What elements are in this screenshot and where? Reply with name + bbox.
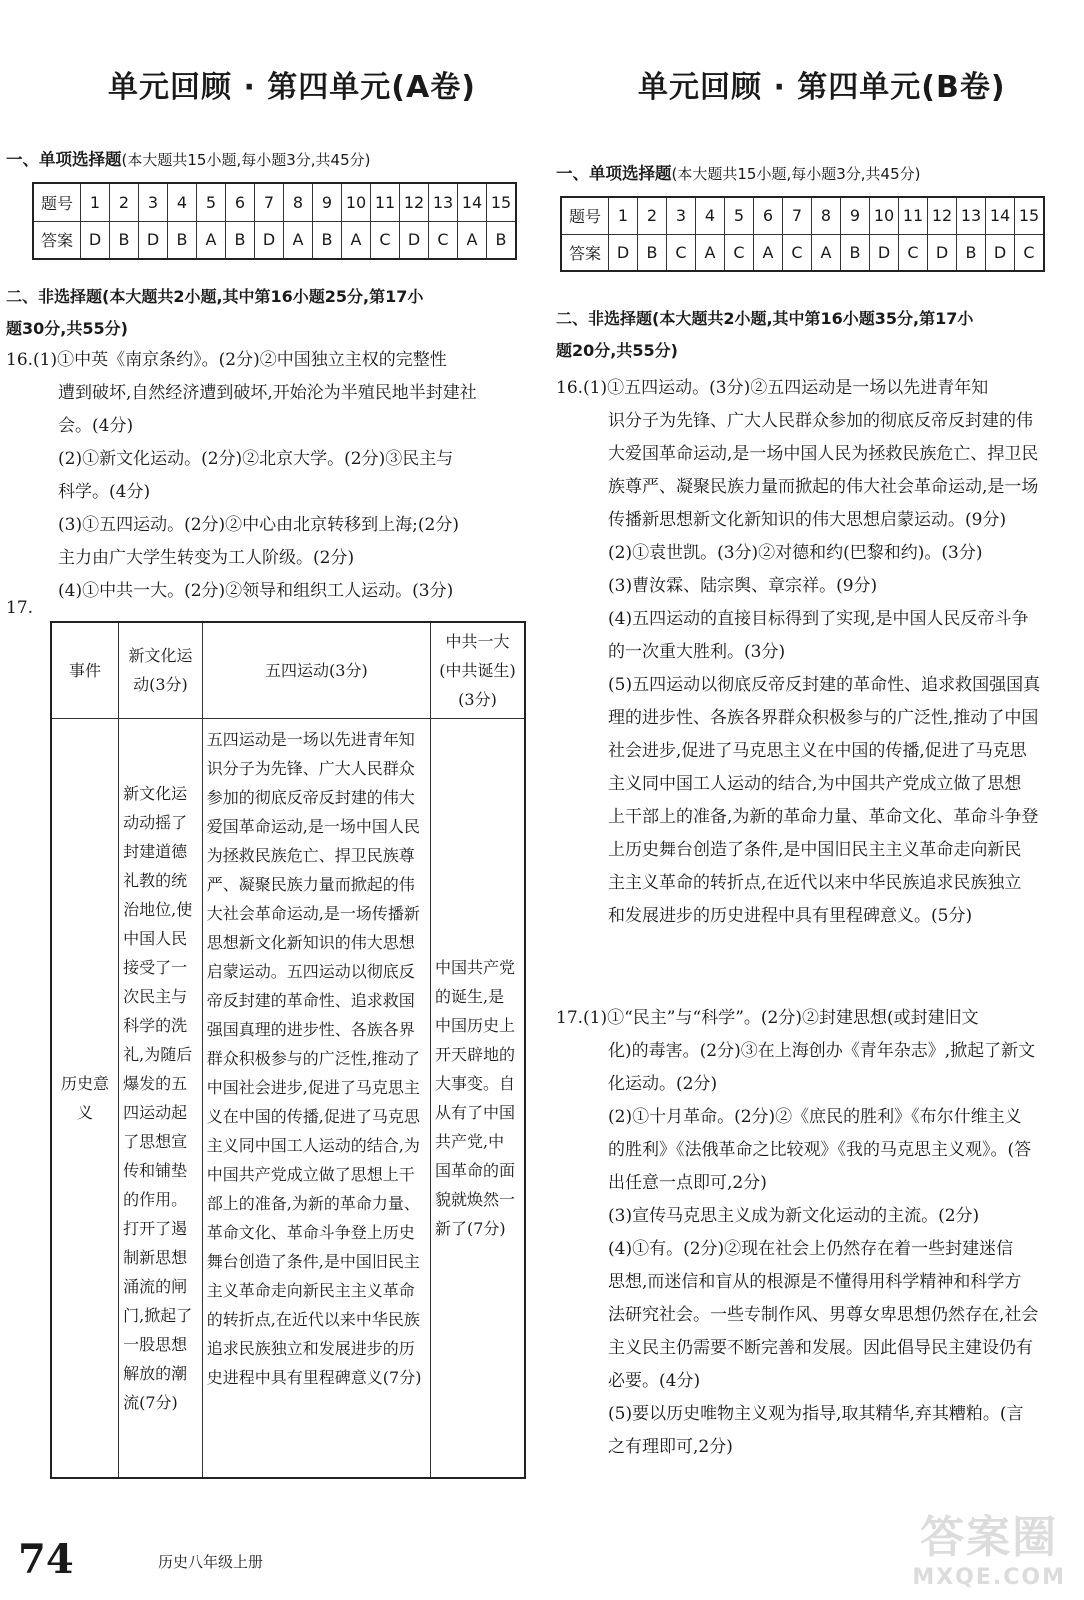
answer-line: 主义同中国工人运动的结合,为中国共产党成立做了思想 bbox=[608, 774, 1022, 794]
answer-cell: C bbox=[667, 234, 696, 271]
q17-cpc-significance: 中国共产党的诞生,是中国历史上开天辟地的大事变。自从有了中国共产党,中国革命的面貌就焕然一新了(7分) bbox=[430, 718, 525, 1478]
question-number-cell: 4 bbox=[168, 183, 197, 221]
q17-answers-b bbox=[556, 1002, 1080, 1464]
question-number-cell: 2 bbox=[110, 183, 139, 221]
question-number-cell: 6 bbox=[754, 197, 783, 234]
answer-line: (2)①袁世凯。(3分)②对德和约(巴黎和约)。(3分) bbox=[608, 543, 983, 563]
question-number-cell: 3 bbox=[667, 197, 696, 234]
answer-line: 大爱国革命运动,是一场中国人民为拯救民族危亡、捍卫民 bbox=[608, 444, 1039, 464]
answer-line: 上历史舞台创造了条件,是中国旧民主主义革命走向新民 bbox=[608, 840, 1022, 860]
q16-answers-b bbox=[556, 372, 1080, 933]
answer-line: 之有理即可,2分) bbox=[608, 1437, 733, 1457]
q17-table bbox=[50, 621, 526, 1479]
answer-line: 和发展进步的历史进程中具有里程碑意义。(5分) bbox=[608, 906, 973, 926]
question-number-cell: 13 bbox=[429, 183, 458, 221]
q16-answers-a bbox=[6, 344, 534, 608]
answer-cell: D bbox=[400, 221, 429, 259]
answer-line: 主义民主仍需要不断完善和发展。因此倡导民主建设仍有 bbox=[608, 1338, 1033, 1358]
answer-cell: B bbox=[638, 234, 667, 271]
answer-line: (2)①十月革命。(2分)②《庶民的胜利》《布尔什维主义 bbox=[608, 1107, 1022, 1127]
question-number-cell: 15 bbox=[487, 183, 517, 221]
answer-cell: A bbox=[812, 234, 841, 271]
page-title-a: 单元回顾 · 第四单元(A卷) bbox=[108, 70, 476, 105]
answer-line: 社会进步,促进了马克思主义在中国的传播,促进了马克思 bbox=[608, 741, 1027, 761]
answer-line: 族尊严、凝聚民族力量而掀起的伟大社会革命运动,是一场 bbox=[608, 477, 1039, 497]
answer-cell: A bbox=[197, 221, 226, 259]
answer-line: (3)宣传马克思主义成为新文化运动的主流。(2分) bbox=[608, 1206, 980, 1226]
question-number-cell: 12 bbox=[928, 197, 957, 234]
section1-heading-b bbox=[556, 160, 920, 184]
answer-line: 法研究社会。一些专制作风、男尊女卑思想仍然存在,社会 bbox=[608, 1305, 1039, 1325]
answer-table-a bbox=[32, 182, 517, 260]
question-number-cell: 14 bbox=[458, 183, 487, 221]
answer-line: 的胜利》《法俄革命之比较观》《我的马克思主义观》。(答 bbox=[608, 1140, 1032, 1160]
row-head-answer: 答案 bbox=[561, 234, 609, 271]
answer-line: 识分子为先锋、广大人民群众参加的彻底反帝反封建的伟 bbox=[608, 411, 1033, 431]
question-number-cell: 8 bbox=[812, 197, 841, 234]
answer-table-row-numbers bbox=[33, 183, 516, 221]
answer-line: (5)五四运动以彻底反帝反封建的革命性、追求救国强国真 bbox=[608, 675, 1041, 695]
question-number-cell: 8 bbox=[284, 183, 313, 221]
answer-cell: D bbox=[255, 221, 284, 259]
answer-line: 化运动。(2分) bbox=[608, 1074, 718, 1094]
section1-note-a: (本大题共15小题,每小题3分,共45分) bbox=[121, 151, 371, 169]
answer-line: 16.(1)①五四运动。(3分)②五四运动是一场以先进青年知 bbox=[556, 378, 989, 398]
question-number-cell: 5 bbox=[725, 197, 754, 234]
answer-cell: B bbox=[226, 221, 255, 259]
answer-line: (3)①五四运动。(2分)②中心由北京转移到上海;(2分) bbox=[58, 515, 459, 535]
section1-label-b: 一、单项选择题 bbox=[556, 164, 672, 183]
q17-head-may-fourth-text: 五四运动(3分) bbox=[265, 660, 368, 680]
answer-cell: D bbox=[870, 234, 899, 271]
answer-line: 16.(1)①中英《南京条约》。(2分)②中国独立主权的完整性 bbox=[6, 350, 447, 370]
answer-cell: D bbox=[139, 221, 168, 259]
answer-cell: C bbox=[371, 221, 400, 259]
answer-line: 17.(1)①“民主”与“科学”。(2分)②封建思想(或封建旧文 bbox=[556, 1008, 979, 1028]
answer-cell: A bbox=[458, 221, 487, 259]
answer-line: 出任意一点即可,2分) bbox=[608, 1173, 767, 1193]
row-head-number: 题号 bbox=[33, 183, 81, 221]
q17-row-label: 历史意义 bbox=[51, 718, 119, 1478]
question-number-cell: 6 bbox=[226, 183, 255, 221]
answer-cell: D bbox=[928, 234, 957, 271]
answer-line: (4)①有。(2分)②现在社会上仍然存在着一些封建迷信 bbox=[608, 1239, 1014, 1259]
answer-line: 思想,而迷信和盲从的根源是不懂得用科学精神和科学方 bbox=[608, 1272, 1022, 1292]
page-title-b: 单元回顾 · 第四单元(B卷) bbox=[638, 70, 1006, 105]
answer-line: (3)曹汝霖、陆宗舆、章宗祥。(9分) bbox=[608, 576, 878, 596]
watermark bbox=[912, 1501, 1066, 1590]
question-number-cell: 2 bbox=[638, 197, 667, 234]
book-subject: 历史八年级上册 bbox=[158, 1553, 264, 1571]
question-number-cell: 3 bbox=[139, 183, 168, 221]
q17-may-fourth-significance: 五四运动是一场以先进青年知识分子为先锋、广大人民群众参加的彻底反帝反封建的伟大爱国革命运动,是一场中国人民为拯救民族危亡、捍卫民族尊严、凝聚民族力量而掀起的伟大社会革命运动,是一场传播新思想新文化新知识的伟大思想启蒙运动。五四运动以彻底反帝反封建的革命性、追求救国强国真理的进步性、各族各界群众积极参与的广泛性,推动了中国社会进步,促进了马克思主义在中国的传播,促进了马克思主义同中国工人运动的结合,为中国共产党成立做了思想上干部上的准备,为新的革命力量、革命文化、革命斗争登上历史舞台创造了条件,是中国旧民主主义革命走向新民主主义革命的转折点,在近代以来中华民族追求民族独立和发展进步的历史进程中具有里程碑意义(7分) bbox=[202, 718, 430, 1478]
question-number-cell: 4 bbox=[696, 197, 725, 234]
question-number-cell: 1 bbox=[81, 183, 110, 221]
question-number-cell: 11 bbox=[371, 183, 400, 221]
question-number-cell: 7 bbox=[783, 197, 812, 234]
answer-line: 遭到破坏,自然经济遭到破坏,开始沦为半殖民地半封建社 bbox=[58, 383, 477, 403]
answer-line: (4)五四运动的直接目标得到了实现,是中国人民反帝斗争 bbox=[608, 609, 1029, 629]
q17-label-a: 17. bbox=[6, 598, 34, 618]
q17-head-cpc-congress-text: 中共一大(中共诞生)(3分) bbox=[439, 631, 516, 709]
q17-head-new-culture-text: 新文化运动(3分) bbox=[128, 646, 193, 695]
q17-head-new-culture bbox=[119, 622, 203, 718]
q17-head-cpc-congress bbox=[430, 622, 525, 718]
answer-cell: C bbox=[783, 234, 812, 271]
answer-cell: D bbox=[986, 234, 1015, 271]
answer-line: 必要。(4分) bbox=[608, 1371, 701, 1391]
answer-cell: C bbox=[429, 221, 458, 259]
section2-line1-a: 二、非选择题(本大题共2小题,其中第16小题25分,第17小 bbox=[6, 287, 424, 306]
answer-table-row-answers bbox=[561, 234, 1044, 271]
answer-cell: C bbox=[725, 234, 754, 271]
question-number-cell: 9 bbox=[313, 183, 342, 221]
answer-line: 主主义革命的转折点,在近代以来中华民族追求民族独立 bbox=[608, 873, 1022, 893]
answer-cell: B bbox=[841, 234, 870, 271]
question-number-cell: 15 bbox=[1015, 197, 1045, 234]
answer-cell: C bbox=[1015, 234, 1045, 271]
row-head-number: 题号 bbox=[561, 197, 609, 234]
question-number-cell: 1 bbox=[609, 197, 638, 234]
answer-table-b bbox=[560, 196, 1045, 272]
answer-line: 传播新思想新文化新知识的伟大思想启蒙运动。(9分) bbox=[608, 510, 1007, 530]
page-number: 74 bbox=[18, 1536, 74, 1583]
answer-cell: B bbox=[313, 221, 342, 259]
question-number-cell: 7 bbox=[255, 183, 284, 221]
question-number-cell: 13 bbox=[957, 197, 986, 234]
question-number-cell: 14 bbox=[986, 197, 1015, 234]
answer-table-row-answers bbox=[33, 221, 516, 259]
q17-head-event: 事件 bbox=[51, 622, 119, 718]
watermark-site: MXQE.COM bbox=[912, 1565, 1066, 1590]
answer-line: 上干部上的准备,为新的革命力量、革命文化、革命斗争登 bbox=[608, 807, 1039, 827]
answer-cell: A bbox=[342, 221, 371, 259]
answer-line: 的一次重大胜利。(3分) bbox=[608, 642, 786, 662]
answer-line: (2)①新文化运动。(2分)②北京大学。(2分)③民主与 bbox=[58, 449, 454, 469]
section2-line2-a: 题30分,共55分) bbox=[6, 319, 128, 338]
question-number-cell: 10 bbox=[870, 197, 899, 234]
answer-cell: B bbox=[168, 221, 197, 259]
row-head-answer: 答案 bbox=[33, 221, 81, 259]
q17-header-row bbox=[51, 622, 525, 718]
answer-line: (4)①中共一大。(2分)②领导和组织工人运动。(3分) bbox=[58, 581, 454, 601]
question-number-cell: 11 bbox=[899, 197, 928, 234]
answer-cell: B bbox=[487, 221, 517, 259]
answer-line: 科学。(4分) bbox=[58, 482, 151, 502]
answer-cell: A bbox=[284, 221, 313, 259]
q17-new-culture-significance: 新文化运动动摇了封建道德礼教的统治地位,使中国人民接受了一次民主与科学的洗礼,为随后爆发的五四运动起了思想宣传和铺垫的作用。打开了遏制新思想涌流的闸门,掀起了一股思想解放的潮流(7分) bbox=[119, 718, 203, 1478]
answer-cell: D bbox=[609, 234, 638, 271]
answer-line: 理的进步性、各族各界群众积极参与的广泛性,推动了中国 bbox=[608, 708, 1039, 728]
question-number-cell: 5 bbox=[197, 183, 226, 221]
answer-cell: C bbox=[899, 234, 928, 271]
answer-cell: B bbox=[957, 234, 986, 271]
answer-line: 主力由广大学生转变为工人阶级。(2分) bbox=[58, 548, 355, 568]
section1-note-b: (本大题共15小题,每小题3分,共45分) bbox=[671, 165, 921, 183]
q17-head-may-fourth bbox=[202, 622, 430, 718]
section2-line2-b: 题20分,共55分) bbox=[556, 341, 678, 360]
answer-line: 会。(4分) bbox=[58, 416, 134, 436]
q17-significance-row bbox=[51, 718, 525, 1478]
answer-cell: A bbox=[696, 234, 725, 271]
answer-table-row-numbers bbox=[561, 197, 1044, 234]
answer-cell: D bbox=[81, 221, 110, 259]
section2-line1-b: 二、非选择题(本大题共2小题,其中第16小题35分,第17小 bbox=[556, 309, 974, 328]
question-number-cell: 9 bbox=[841, 197, 870, 234]
answer-line: (5)要以历史唯物主义观为指导,取其精华,弃其糟粕。(言 bbox=[608, 1404, 1024, 1424]
watermark-logo: 答案圈 bbox=[920, 1512, 1059, 1563]
section1-label-a: 一、单项选择题 bbox=[6, 150, 122, 169]
answer-line: 化)的毒害。(2分)③在上海创办《青年杂志》,掀起了新文 bbox=[608, 1041, 1036, 1061]
answer-cell: B bbox=[110, 221, 139, 259]
question-number-cell: 10 bbox=[342, 183, 371, 221]
section1-heading-a bbox=[6, 146, 370, 170]
question-number-cell: 12 bbox=[400, 183, 429, 221]
answer-cell: A bbox=[754, 234, 783, 271]
